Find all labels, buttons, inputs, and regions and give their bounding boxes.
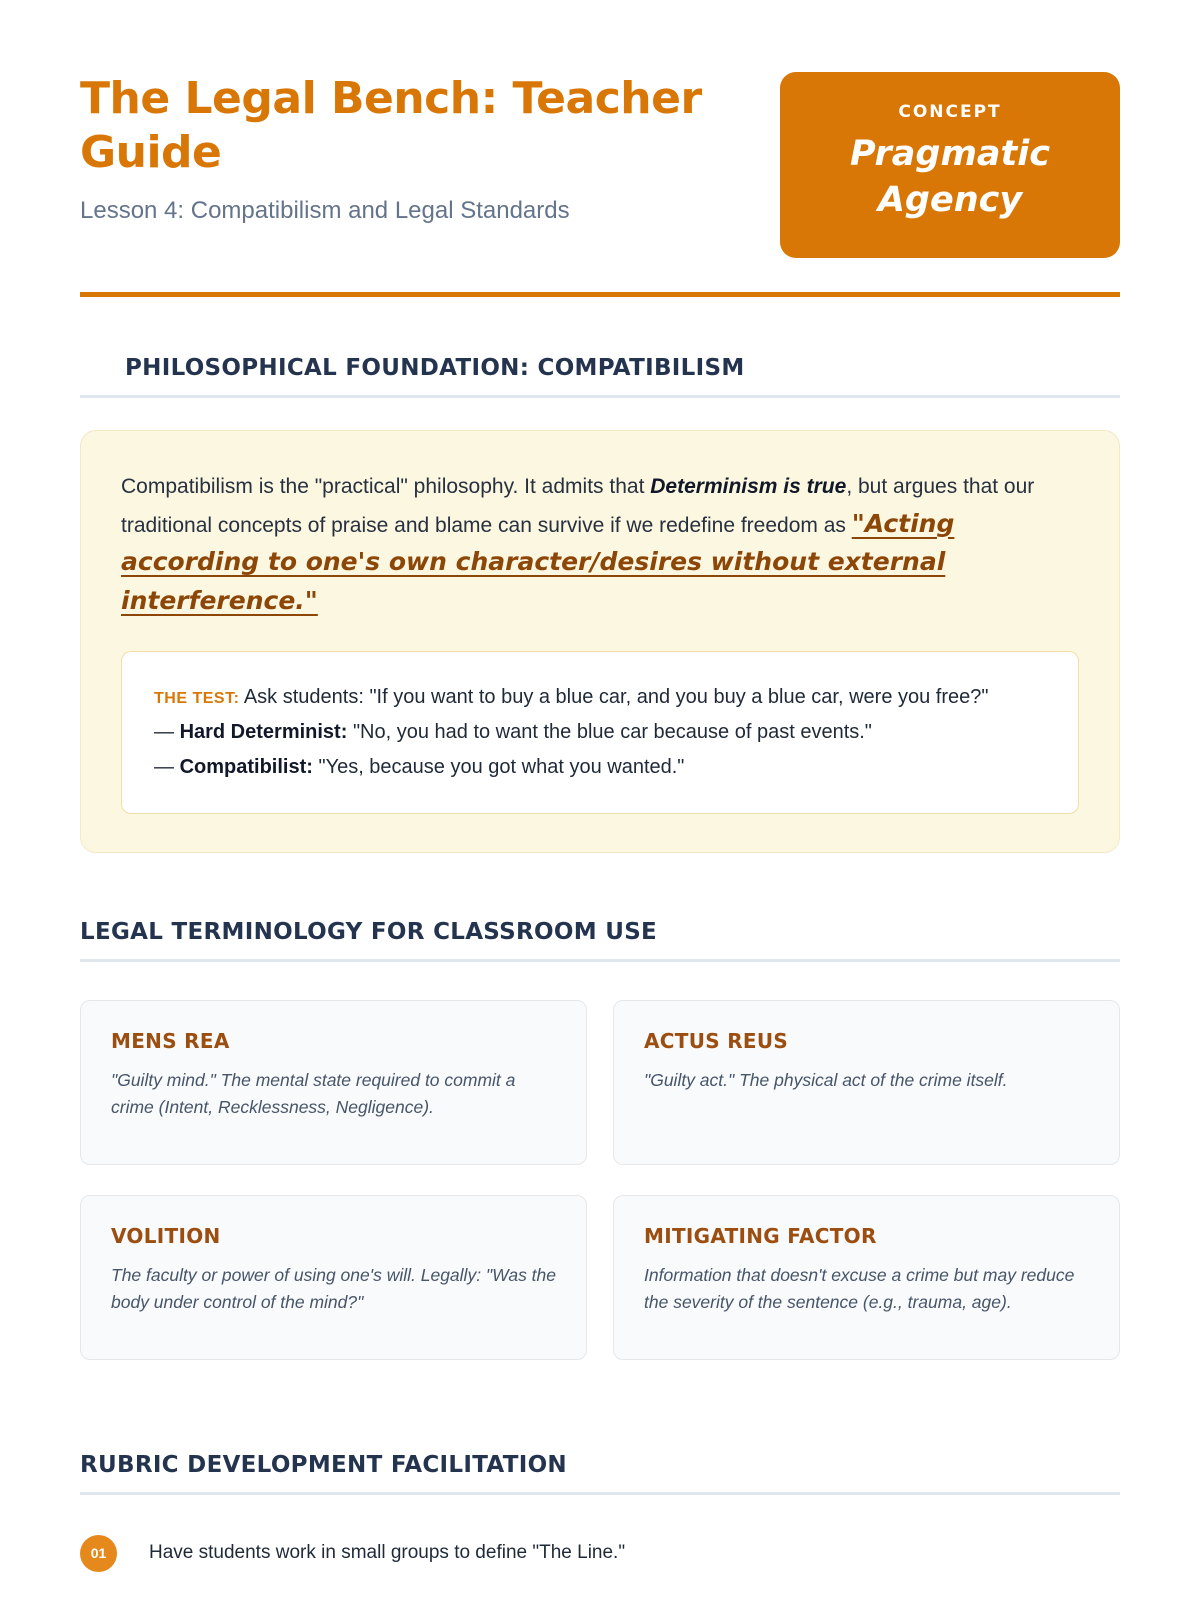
term-definition: "Guilty act." The physical act of the crime itself. xyxy=(644,1069,1008,1090)
section-terminology xyxy=(80,919,1120,1360)
speaker-quote: "Yes, because you got what you wanted." xyxy=(318,755,685,778)
freedom-definition: "Acting according to one's own character/desires without external interference." xyxy=(121,508,955,616)
term-name: MENS REA xyxy=(111,1028,230,1053)
page-subtitle: Lesson 4: Compatibilism and Legal Standards xyxy=(80,197,570,225)
section-rubric xyxy=(80,1452,1120,1572)
speaker-label: Compatibilist: xyxy=(179,755,313,778)
speaker-label: Hard Determinist: xyxy=(179,720,348,743)
foundation-intro xyxy=(121,469,1079,621)
concept-badge-value: Pragmatic Agency xyxy=(849,134,1051,220)
test-label: THE TEST: xyxy=(154,689,240,707)
term-name: ACTUS REUS xyxy=(644,1028,789,1053)
foundation-box xyxy=(80,430,1120,853)
rubric-step-1 xyxy=(80,1535,1120,1572)
term-card-actus-reus xyxy=(613,1000,1120,1165)
section-foundation xyxy=(80,355,1120,853)
term-definition: "Guilty mind." The mental state required to commit a crime (Intent, Recklessness, Negligence). xyxy=(111,1069,516,1118)
test-line-compatibilist xyxy=(154,750,1046,785)
terminology-heading: LEGAL TERMINOLOGY FOR CLASSROOM USE xyxy=(80,919,1120,962)
test-question-text: Ask students: "If you want to buy a blue car, and you buy a blue car, were you free?" xyxy=(243,685,989,708)
concept-badge xyxy=(780,72,1120,258)
foundation-heading: PHILOSOPHICAL FOUNDATION: COMPATIBILISM xyxy=(80,355,1120,398)
term-card-mitigating-factor xyxy=(613,1195,1120,1360)
header-divider xyxy=(80,292,1120,297)
terminology-cards-grid xyxy=(80,1000,1120,1360)
dash: — xyxy=(154,755,174,778)
step-text: Have students work in small groups to define "The Line." xyxy=(149,1542,626,1564)
concept-badge-label: CONCEPT xyxy=(898,102,1002,122)
step-number-badge: 01 xyxy=(80,1535,117,1572)
term-definition: The faculty or power of using one's will. Legally: "Was the body under control of the mind?" xyxy=(111,1264,557,1313)
term-card-volition xyxy=(80,1195,587,1360)
test-box xyxy=(121,651,1079,814)
page-title: The Legal Bench: Teacher Guide xyxy=(80,73,702,178)
dash: — xyxy=(154,720,174,743)
term-name: MITIGATING FACTOR xyxy=(644,1223,877,1248)
title-block xyxy=(80,72,740,225)
term-name: VOLITION xyxy=(111,1223,221,1248)
intro-part1: Compatibilism is the "practical" philosophy. It admits that xyxy=(121,475,651,498)
term-definition: Information that doesn't excuse a crime but may reduce the severity of the sentence (e.g., trauma, age). xyxy=(644,1264,1075,1313)
term-card-mens-rea xyxy=(80,1000,587,1165)
intro-part2: , but argues that our traditional concepts of praise and blame can survive if we redefine freedom as xyxy=(121,475,1035,537)
test-line-hard-determinist xyxy=(154,715,1046,750)
rubric-heading: RUBRIC DEVELOPMENT FACILITATION xyxy=(80,1452,1120,1495)
test-question xyxy=(154,680,1046,715)
speaker-quote: "No, you had to want the blue car because of past events." xyxy=(352,720,872,743)
intro-emphasis: Determinism is true xyxy=(650,475,847,498)
header xyxy=(80,72,1120,258)
